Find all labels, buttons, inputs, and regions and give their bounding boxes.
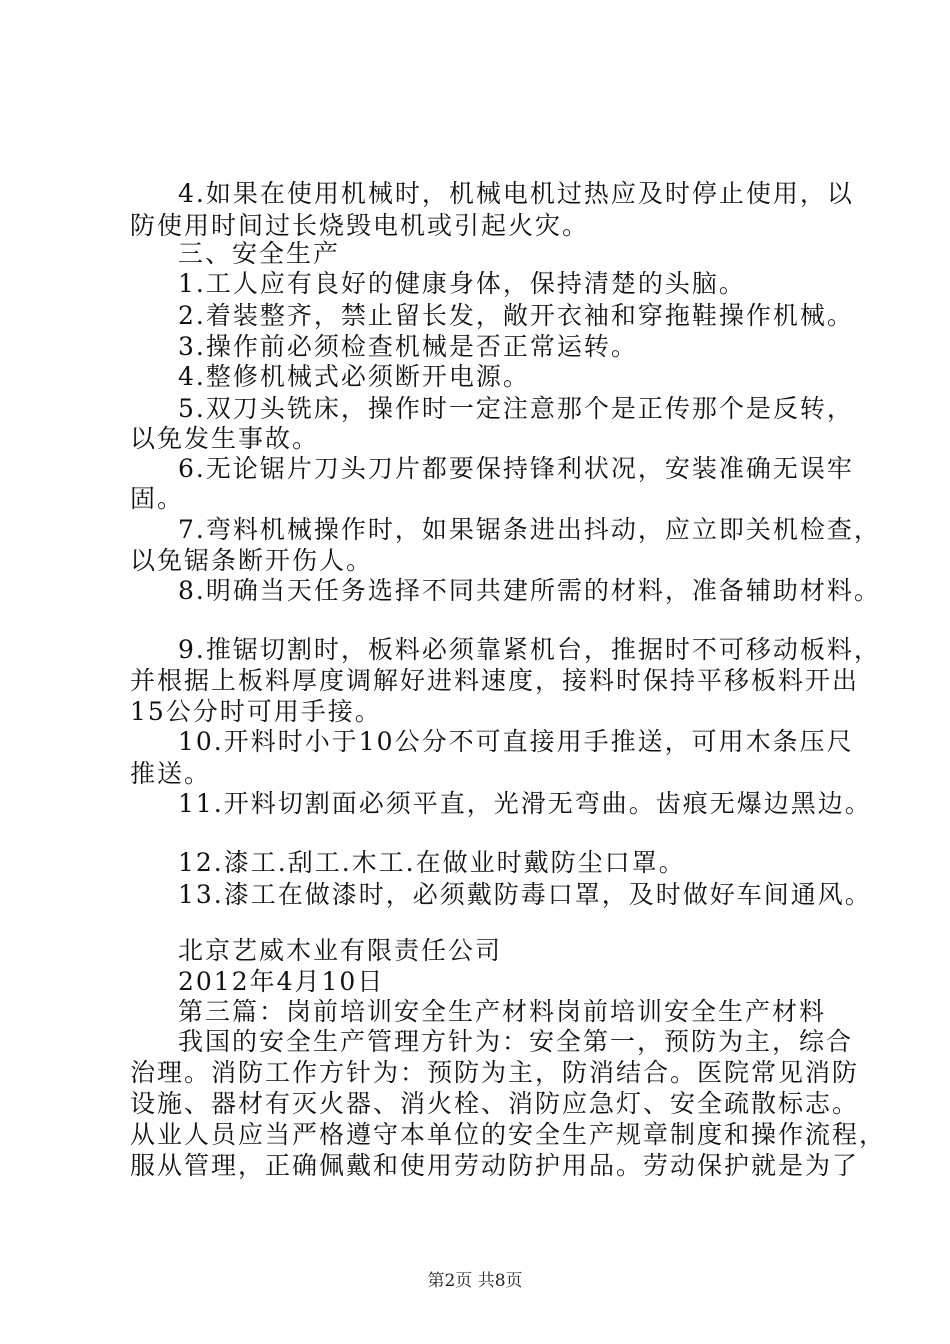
text-line: 10.开料时小于10公分不可直接用手推送，可用木条压尺 — [178, 727, 854, 756]
text-line: 我国的安全生产管理方针为：安全第一，预防为主，综合 — [178, 1027, 854, 1056]
text-line: 设施、器材有灭火器、消火栓、消防应急灯、安全疏散标志。 — [130, 1089, 860, 1118]
text-line: 治理。消防工作方针为：预防为主，防消结合。医院常见消防 — [130, 1058, 860, 1087]
text-line: 并根据上板料厚度调解好进料速度，接料时保持平移板料开出 — [130, 666, 860, 695]
text-line: 从业人员应当严格遵守本单位的安全生产规章制度和操作流程， — [130, 1120, 887, 1149]
text-line: 防使用时间过长烧毁电机或引起火灾。 — [130, 211, 590, 240]
section-heading: 三、安全生产 — [178, 239, 341, 268]
document-date: 2012年4月10日 — [178, 967, 385, 996]
chapter-title: 第三篇：岗前培训安全生产材料岗前培训安全生产材料 — [178, 997, 827, 1026]
text-line: 4.如果在使用机械时，机械电机过热应及时停止使用，以 — [178, 179, 854, 208]
text-line: 9.推锯切割时，板料必须靠紧机台，推据时不可移动板料， — [178, 635, 881, 664]
text-line: 15公分时可用手接。 — [130, 697, 382, 726]
page-number-footer: 第2页 共8页 — [427, 1271, 523, 1291]
text-line: 以免发生事故。 — [130, 424, 320, 453]
text-line: 固。 — [130, 484, 185, 513]
text-line: 12.漆工.刮工.木工.在做业时戴防尘口罩。 — [178, 848, 686, 877]
text-line: 8.明确当天任务选择不同共建所需的材料，准备辅助材料。 — [178, 576, 881, 605]
text-line: 5.双刀头铣床，操作时一定注意那个是正传那个是反转， — [178, 394, 854, 423]
text-line: 7.弯料机械操作时，如果锯条进出抖动，应立即关机检查， — [178, 515, 881, 544]
text-line: 4.整修机械式必须断开电源。 — [178, 362, 530, 391]
company-name: 北京艺威木业有限责任公司 — [178, 936, 503, 965]
text-line: 11.开料切割面必须平直，光滑无弯曲。齿痕无爆边黑边。 — [178, 789, 872, 818]
text-line: 以免锯条断开伤人。 — [130, 546, 374, 575]
text-line: 推送。 — [130, 759, 212, 788]
text-line: 3.操作前必须检查机械是否正常运转。 — [178, 332, 638, 361]
text-line: 6.无论锯片刀头刀片都要保持锋利状况，安装准确无误牢 — [178, 454, 854, 483]
text-line: 2.着装整齐，禁止留长发，敞开衣袖和穿拖鞋操作机械。 — [178, 301, 854, 330]
text-line: 1.工人应有良好的健康身体，保持清楚的头脑。 — [178, 269, 746, 298]
text-line: 13.漆工在做漆时，必须戴防毒口罩，及时做好车间通风。 — [178, 880, 872, 909]
text-line: 服从管理，正确佩戴和使用劳动防护用品。劳动保护就是为了 — [130, 1151, 860, 1180]
